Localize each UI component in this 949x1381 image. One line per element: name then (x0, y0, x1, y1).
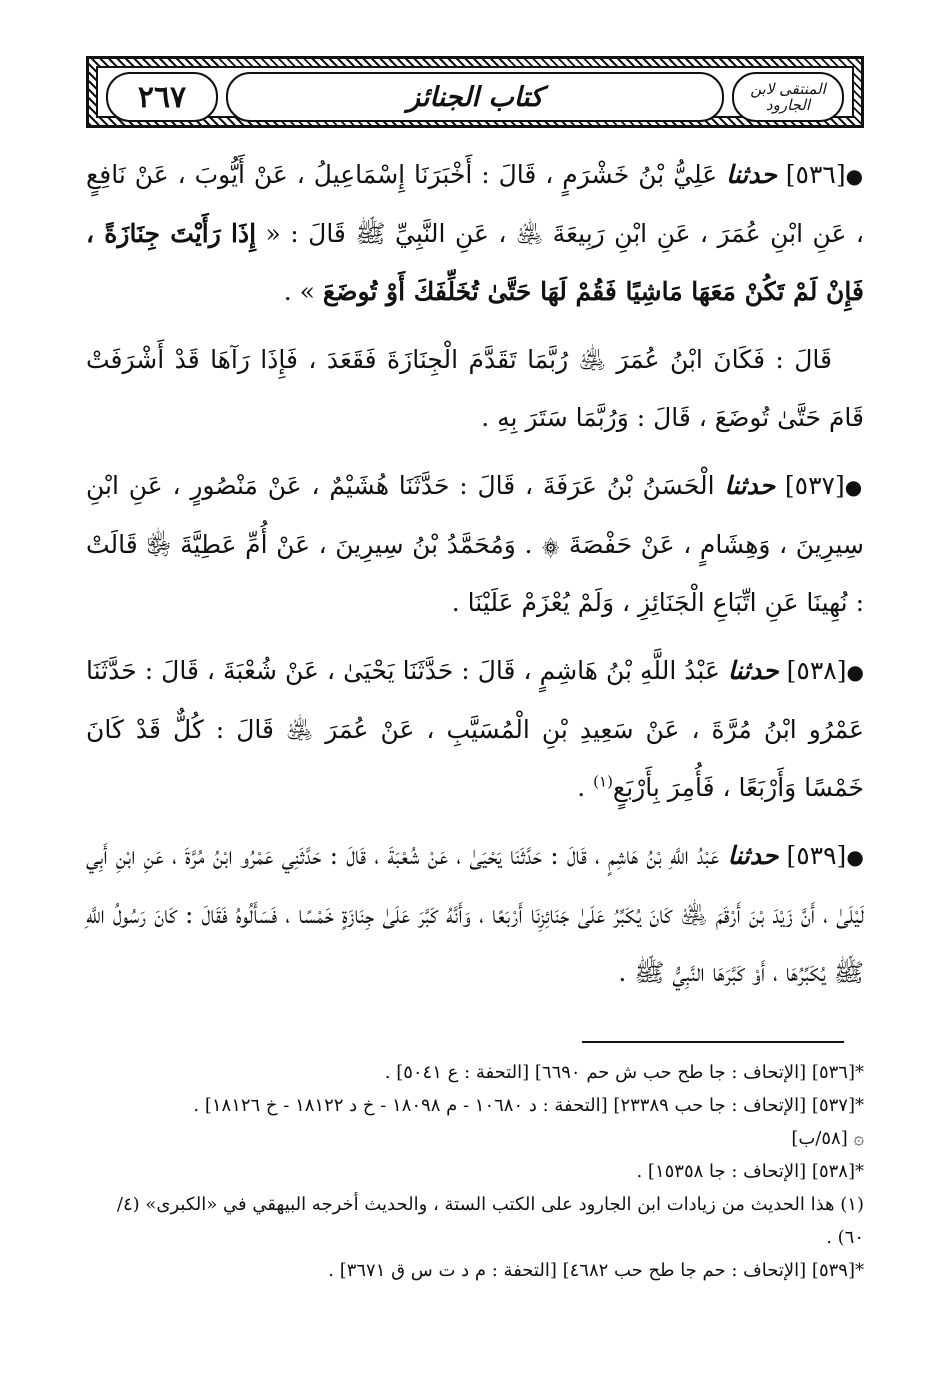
bullet-icon: ● (845, 164, 865, 188)
hadith-number: [٥٣٨] (786, 656, 847, 685)
hadith-number: [٥٣٧] (784, 471, 845, 500)
hadith-text: الْحَسَنُ بْنُ عَرَفَةَ ، قَالَ : حَدَّثَنَا هُشَيْمٌ ، عَنْ مَنْصُورٍ ، عَنِ ابْنِ سِيرِينَ ، وَهِشَامٍ ، عَنْ حَفْصَةَ ۞ . وَمُحَمَّدُ بْنُ سِيرِينَ ، عَنْ أُمِّ عَطِيَّةَ ﵂ قَالَتْ : نُهِينَا عَنِ اتِّبَاعِ الْجَنَائِزِ ، وَلَمْ يُعْزَمْ عَلَيْنَا . (86, 471, 864, 617)
book-logo: المنتقى لابن الجارود (750, 79, 826, 114)
haddatha-word: حدثنا (724, 471, 776, 500)
page-number-cartouche (106, 72, 218, 122)
hadith-538 (86, 642, 864, 817)
bullet-icon: ● (844, 475, 865, 499)
footnote-538: *[٥٣٨] [الإتحاف : جا ١٥٣٥٨] . (636, 1161, 864, 1182)
hadith-539 (86, 827, 864, 1002)
main-text (86, 146, 864, 1012)
hadith-537 (86, 457, 864, 632)
matn-text: إِذَا رَأَيْتَ جِنَازَةً ، فَإِنْ لَمْ تَكُنْ مَعَهَا مَاشِيًا فَقُمْ لَهَا حَتَّىٰ تُخَلِّفَكَ أَوْ تُوضَعَ (86, 219, 864, 306)
hadith-text: عَبْدُ اللَّهِ بْنُ هَاشِمٍ ، قَالَ : حَدَّثَنَا يَحْيَىٰ ، عَنْ شُعْبَةَ ، قَالَ : حَدَّثَنَا عَمْرُو ابْنُ مُرَّةَ ، عَنْ سَعِيدِ بْنِ الْمُسَيَّبِ ، عَنْ عُمَرَ ﵁ قَالَ : كُلٌّ قَدْ كَانَ خَمْسًا وَأَرْبَعًا ، فَأُمِرَ بِأَرْبَعٍ (86, 656, 864, 802)
chapter-title: كتاب الجنائز (407, 81, 543, 113)
footnote-539: *[٥٣٩] [الإتحاف : حم جا طح حب ٤٦٨٢] [التحفة : م د ت س ق ٣٦٧١] . (328, 1260, 864, 1281)
hadith-536-comment: قَالَ : فَكَانَ ابْنُ عُمَرَ ﵁ رُبَّمَا تَقَدَّمَ الْجِنَازَةَ فَقَعَدَ ، فَإِذَا رَآهَا قَدْ أَشْرَفَتْ قَامَ حَتَّىٰ تُوضَعَ ، قَالَ : وَرُبَّمَا سَتَرَ بِهِ . (86, 345, 864, 432)
quote-end: » . (283, 277, 323, 306)
hadith-number: [٥٣٩] (786, 841, 847, 870)
header-frame (96, 66, 854, 118)
page-number: ٢٦٧ (137, 79, 187, 115)
isnad-text: عَلِيُّ بْنُ خَشْرَمٍ ، قَالَ : أَخْبَرَنَا إِسْمَاعِيلُ ، عَنْ أَيُّوبَ ، عَنْ نَافِعٍ ، عَنِ ابْنِ عُمَرَ ، عَنِ ابْنِ رَبِيعَةَ ﵁ ، عَنِ النَّبِيِّ ﷺ قَالَ : « (86, 160, 864, 248)
hadith-text: عَبْدُ اللَّهِ بْنُ هَاشِمٍ ، قَالَ : حَدَّثَنَا يَحْيَىٰ ، عَنْ شُعْبَةَ ، قَالَ : حَدَّثَنِي عَمْرُو ابْنُ مُرَّةَ ، عَنِ ابْنِ أَبِي لَيْلَىٰ ، أَنَّ زَيْدَ بْنَ أَرْقَمَ ﵁ كَانَ يُكَبِّرُ عَلَىٰ جَنَائِزِنَا أَرْبَعًا ، وَأَنَّهُ كَبَّرَ عَلَىٰ جِنَازَةٍ خَمْسًا ، فَسَأَلُوهُ فَقَالَ : كَانَ رَسُولُ اللَّهِ ﷺ يُكَبِّرُهَا ، أَوْ كَبَّرَهَا النَّبِيُّ ﷺ . (86, 841, 864, 987)
sentence-end: . (577, 773, 594, 802)
footnotes (86, 1056, 864, 1287)
bullet-icon: ● (846, 845, 865, 869)
bullet-icon: ● (846, 660, 864, 684)
footnote-1: (١) هذا الحديث من زيادات ابن الجارود على الكتب الستة ، والحديث أخرجه البيهقي في «الكبرى» (٤/ ٦٠) . (116, 1194, 864, 1248)
footnote-537-folio: ۞ [٥٨/ب] (791, 1128, 864, 1149)
haddatha-word: حدثنا (727, 841, 779, 870)
haddatha-word: حدثنا (726, 160, 777, 189)
hadith-number: [٥٣٦] (785, 160, 846, 189)
chapter-title-cartouche (226, 72, 724, 122)
footnote-537: *[٥٣٧] [الإتحاف : جا حب ٢٣٣٨٩] [التحفة : د ١٠٦٨٠ - م ١٨٠٩٨ - خ د ١٨١٢٢ - خ ١٨١٢٦] . (193, 1095, 864, 1116)
book-logo-cartouche (732, 72, 844, 122)
footnote-separator (582, 1041, 844, 1043)
haddatha-word: حدثنا (727, 656, 779, 685)
footnote-536: *[٥٣٦] [الإتحاف : جا طح حب ش حم ٦٦٩٠] [التحفة : ع ٥٠٤١] . (384, 1062, 864, 1083)
page-header (86, 56, 864, 128)
hadith-536 (86, 146, 864, 321)
footnote-ref[interactable]: (١) (593, 772, 613, 791)
